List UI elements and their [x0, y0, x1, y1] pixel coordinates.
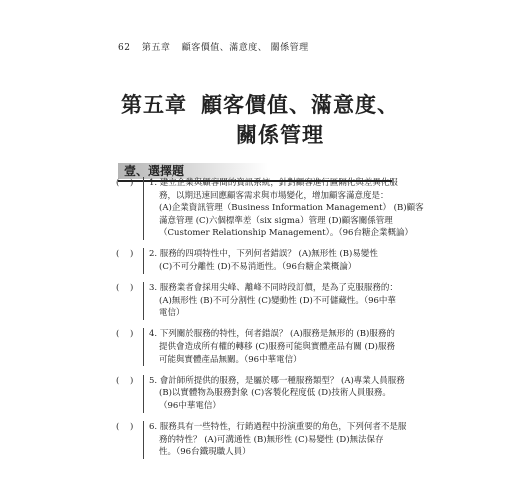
answer-paren-close: ) [130, 422, 134, 432]
question-line: 3. 服務業者會採用尖峰、離峰不同時段訂價，是為了克服服務的： [149, 283, 398, 294]
running-chapter-topics: 顧客價值、滿意度、 關係管理 [181, 43, 309, 53]
running-header [118, 40, 309, 53]
question-line: 5. 會計師所提供的服務，是屬於哪一種服務類型？ (A)專業人員服務 [149, 375, 405, 386]
question-text [149, 177, 424, 240]
answer-blank [116, 282, 136, 295]
question-text [149, 375, 408, 413]
question-divider [143, 421, 144, 459]
question-line: （96中華電信） [159, 400, 221, 411]
question-line: 滿意管理 (C)六個標準差（six sigma）管理 (D)顧客關係管理 [159, 215, 393, 226]
question-line: （Customer Relationship Management）。（96台糖企業概論） [159, 228, 413, 239]
question-divider [143, 328, 144, 366]
question-text [149, 328, 408, 366]
question-item [118, 375, 408, 413]
question-item [118, 248, 408, 273]
page-number: 62 [118, 43, 131, 53]
answer-paren-close: ) [130, 375, 134, 386]
answer-blank [116, 248, 136, 261]
question-divider [143, 177, 144, 240]
question-line: 1. 建立企業與顧客間的資訊系統，針對顧客進行區隔化與差異化服 [149, 178, 398, 188]
question-text [149, 282, 408, 320]
chapter-title-line2: 關係管理 [236, 122, 324, 147]
question-text [149, 421, 408, 459]
question-line: (C)不可分離性 (D)不易消逝性。（96台糖企業概論） [159, 262, 357, 273]
question-line: 務，以期迅速回應顧客需求與市場變化，增加顧客滿意度是： [159, 190, 389, 201]
question-line: 4. 下列關於服務的特性，何者錯誤？ (A)服務是無形的 (B)服務的 [149, 329, 395, 340]
question-item [118, 421, 408, 459]
chapter-number: 第五章 [121, 92, 187, 117]
answer-paren-close: ) [130, 283, 134, 294]
question-line: (B)以實體物為服務對象 (C)客製化程度低 (D)技術人員服務。 [159, 388, 391, 399]
question-text [149, 248, 408, 273]
question-line: 性。（96台鐵現職人員） [159, 447, 251, 458]
section-heading-text: 壹、選擇題 [124, 164, 185, 178]
question-line: 2. 服務的四項特性中，下列何者錯誤？ (A)無形性 (B)易變性 [149, 249, 378, 260]
question-line: 務的特性？ (A)可溝通性 (B)無形性 (C)易變性 (D)無法保存 [159, 434, 384, 445]
answer-blank [116, 177, 136, 190]
chapter-title-line1: 顧客價值、滿意度、 [201, 92, 399, 117]
answer-paren-open: ( [116, 422, 120, 432]
question-line: 提供會造成所有權的轉移 (C)服務可能與實體產品有關 (D)服務 [159, 342, 395, 353]
question-divider [143, 248, 144, 273]
question-line: 6. 服務具有一些特性，行銷過程中扮演重要的角色，下列何者不是服 [149, 422, 407, 432]
answer-paren-close: ) [130, 249, 134, 260]
answer-paren-open: ( [116, 178, 120, 188]
question-item [118, 328, 408, 366]
answer-blank [116, 421, 136, 434]
answer-paren-open: ( [116, 283, 120, 294]
question-line: (A)企業資訊管理（Business Information Management） (B)顧客 [159, 203, 424, 214]
question-item [116, 177, 424, 240]
answer-paren-open: ( [116, 329, 120, 340]
question-item [118, 282, 408, 320]
question-line: 電信） [159, 308, 185, 319]
answer-blank [116, 375, 136, 388]
question-divider [143, 282, 144, 320]
answer-paren-open: ( [116, 375, 120, 386]
answer-paren-close: ) [130, 178, 134, 188]
chapter-title [0, 90, 520, 150]
answer-paren-open: ( [116, 249, 120, 260]
question-divider [143, 375, 144, 413]
question-list [116, 177, 424, 467]
running-chapter: 第五章 [141, 43, 171, 53]
question-line: 可能與實體產品無關。（96中華電信） [159, 354, 302, 365]
answer-paren-close: ) [130, 329, 134, 340]
answer-blank [116, 328, 136, 341]
question-line: (A)無形性 (B)不可分割性 (C)變動性 (D)不可儲藏性。（96中華 [159, 295, 396, 306]
